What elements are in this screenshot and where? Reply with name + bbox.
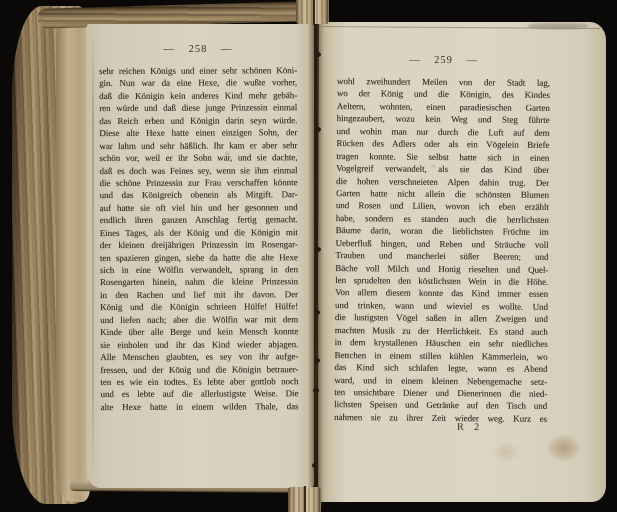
text-line: Kinde über alle Berge und kein Mensch konnte: [100, 326, 299, 338]
text-line: Bäche voll Milch und Honig rieselten und Quel-: [335, 262, 549, 275]
left-page-text: [99, 64, 299, 413]
text-line: und es lebte auf die allerlustigste Weise. Die: [100, 388, 299, 400]
stitch-knot: [312, 463, 318, 468]
left-page: [86, 24, 314, 488]
text-line: alte Hexe hatte in einem wilden Thale, das: [100, 400, 299, 412]
right-page-text: [334, 75, 550, 425]
text-line: nahmen sie zu ihrer Zeit wieder weg. Kurz es: [333, 411, 548, 424]
text-line: Bäume darin, woran die lieblichsten Früchte im: [335, 225, 549, 238]
text-line: Bettchen in einem stillen kühlen Kämmerlein, wo: [334, 349, 548, 362]
text-line: sie einholen und ihr das Kind wieder abjagen.: [100, 338, 299, 350]
stain: [528, 23, 588, 29]
spine-seam: [313, 0, 315, 25]
text-line: daß es doch was Feines sey, wenn sie ihm einmal: [99, 164, 298, 176]
text-line: lichsten Speisen und Getränke auf den Tisch und: [334, 399, 548, 412]
text-line: hingezaubert, wozu kein Weg und Steg führte: [336, 113, 550, 126]
text-line: und das Königreich obenein als Mitgift. Dar-: [99, 189, 298, 201]
text-line: das Kind sich schlafen legte, wann es Abend: [334, 362, 548, 374]
left-page-number: — 258 —: [163, 43, 233, 56]
spine-seam: [304, 486, 306, 512]
text-line: der kleinen dreijährigen Prinzessin im Rosengar-: [99, 239, 298, 251]
stain: [493, 442, 519, 462]
text-line: Von allem diesem konnte das Kind immer essen: [335, 287, 549, 300]
stitch-knot: [315, 52, 321, 57]
text-line: wohl zweihundert Meilen von der Stadt lag,: [336, 75, 550, 88]
text-line: tragen konnte. Sie selbst hatte sich in einen: [336, 150, 550, 163]
text-line: Rosengarten hinein, nahm die kleine Prinzessin: [99, 276, 298, 288]
text-line: sehr reichen Königs und einer sehr schönen Köni-: [99, 65, 298, 76]
text-line: fressen, und der König und die Königin betrauer-: [100, 363, 299, 375]
right-page: [318, 22, 606, 502]
text-line: Alle Menschen glaubten, es sey von ihr aufge-: [100, 351, 299, 363]
stitch-knot: [313, 388, 319, 393]
stain: [546, 434, 582, 462]
text-line: Rücken des Adlers oder als ein Vögelein Briefe: [336, 138, 550, 151]
text-line: und trinken, wann und wieviel es wollte. Und: [334, 299, 549, 312]
text-line: Garten hatte nicht allein die schönsten Blumen: [335, 187, 550, 200]
text-line: len sprudelten den köstlichsten Wein in die Höhe.: [335, 274, 549, 287]
text-line: und Rosen und Lilien, wovon ich eben erzählt: [335, 200, 549, 213]
text-line: die schöne Prinzessin zur Frau verschaffen könnte: [99, 177, 298, 188]
text-line: das Reich erben und Königin darin seyn würde.: [99, 114, 298, 126]
text-line: sich in eine Wölfin verwandelt, sprang in den: [99, 264, 298, 275]
text-line: war lahm und sehr häßlich. Ihr kam er aber sehr: [99, 139, 298, 151]
text-line: Ueberfluß hingen, und Reben und Sträuche voll: [335, 237, 549, 250]
text-line: wo der König und die Königin, des Kindes: [336, 88, 550, 101]
text-line: gin. Nun war da eine Hexe, die wußte vorher,: [99, 77, 298, 89]
text-line: Vogelgreif verwandelt, als sie das Kind über: [336, 163, 550, 175]
text-line: ten es wie ein todtes. Es lebte aber gottlob noch: [100, 376, 299, 387]
text-line: daß die Königin kein anderes Kind mehr gebäh-: [99, 90, 298, 101]
text-line: Diese alte Hexe hatte einen einzigen Sohn, der: [99, 127, 298, 139]
text-line: und wohin man nur durch die Luft auf dem: [336, 125, 550, 138]
stitch-knot: [314, 358, 320, 363]
right-page-number: — 259 —: [408, 54, 479, 67]
stitch-knot: [314, 310, 320, 315]
text-line: König und die Königin schrieen Hülfe! Hülfe!: [100, 301, 299, 313]
text-line: machten Musik zu der Herrlichkeit. Es stand auch: [334, 324, 548, 337]
stitch-knot: [315, 247, 321, 252]
page-crease: [92, 32, 94, 480]
left-deckle-edge-inner: [56, 10, 90, 502]
text-line: ten spazieren gingen, siehe da hatte die alte Hexe: [99, 251, 298, 263]
text-line: Aeltern, wohnten, einen paradiesischen Garten: [336, 100, 550, 113]
text-line: in dem krystallenen Häuschen ein sehr niedliches: [334, 337, 548, 350]
text-line: in den Rachen und lief mit ihr davon. Der: [99, 289, 299, 300]
text-line: die hohen verschneieten Alpen dahin trug. Der: [336, 175, 550, 188]
text-line: Eines Tages, als der König und die Königin mit: [99, 226, 298, 238]
text-line: ren würde und daß diese junge Prinzessin einmal: [99, 102, 298, 114]
text-line: habe, sondern es standen auch die herrlichsten: [335, 212, 549, 225]
text-line: schön vor, weil er ihr Sohn war, und sie dachte,: [99, 152, 298, 164]
quire-signature: R 2: [456, 421, 481, 434]
text-line: ward, und in einem kleinen Nebengemache setz-: [334, 374, 548, 387]
text-line: Trauben und mancherlei süßer Beeren; und: [335, 250, 549, 262]
text-line: die lustigsten Vögel saßen in allen Zweigen und: [334, 312, 548, 325]
text-line: endlich ihren ganzen Anschlag fertig gemacht.: [99, 214, 298, 226]
text-line: ten unsichtbare Diener und Dienerinnen die nied-: [334, 386, 548, 399]
text-line: und liefen nach; aber die Wölfin war mit dem: [100, 313, 299, 325]
text-line: auf hatte sie oft viel hin und her gesonnen und: [99, 201, 298, 213]
stitch-knot: [315, 127, 321, 132]
